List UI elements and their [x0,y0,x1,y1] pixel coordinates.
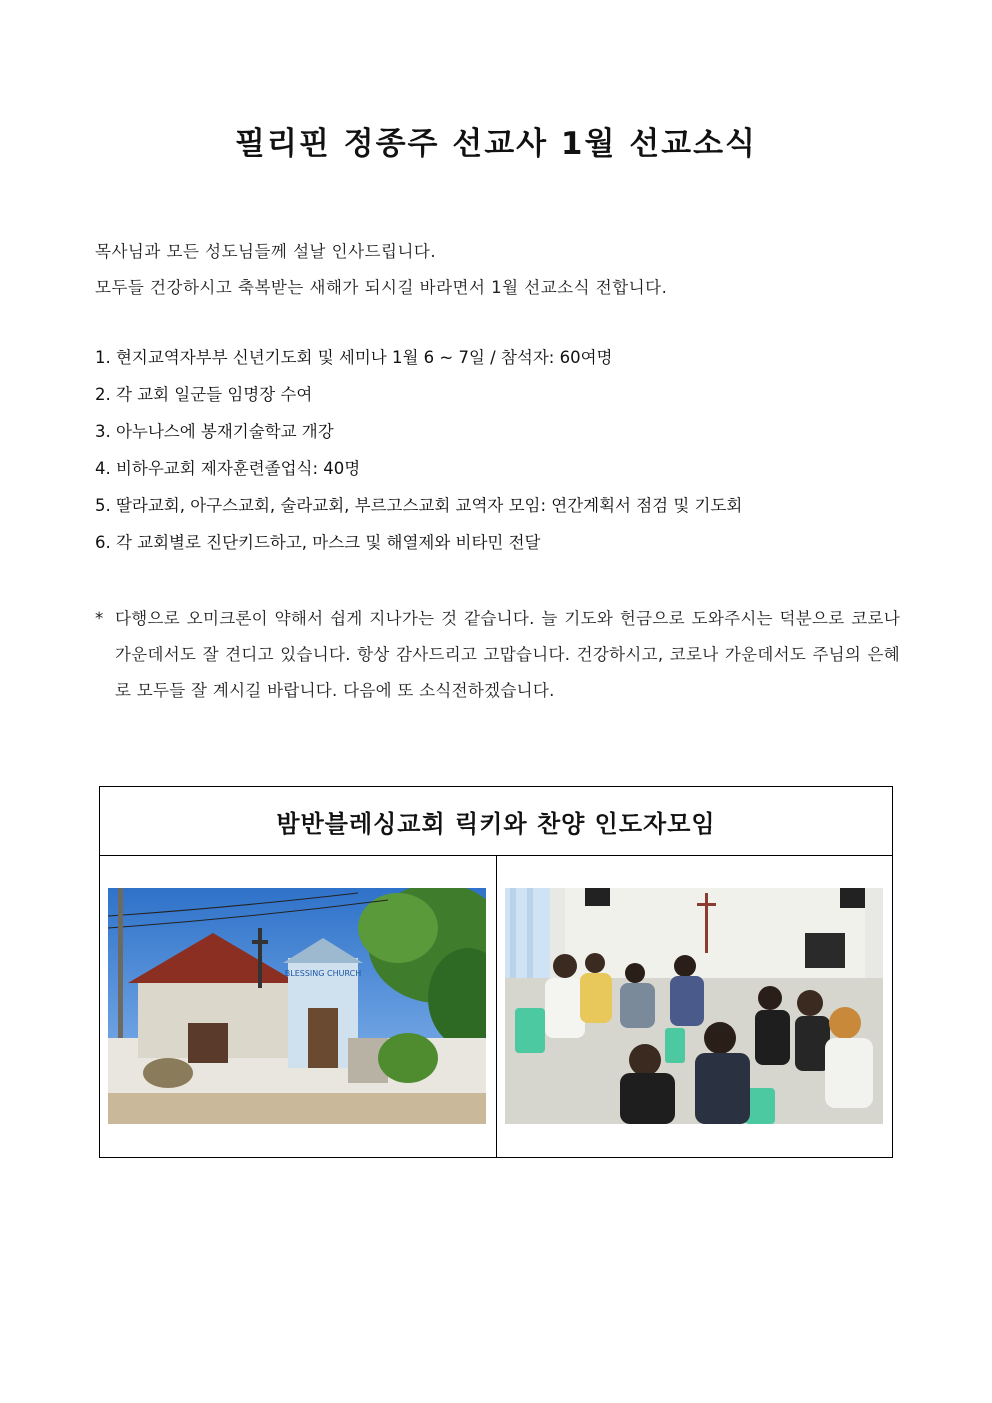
list-item: 6. 각 교회별로 진단키드하고, 마스크 및 해열제와 비타민 전달 [95,533,541,552]
news-list [95,346,742,568]
meeting-photo [505,888,883,1124]
note-marker: * [95,609,104,628]
greeting-line-2: 모두들 건강하시고 축복받는 새해가 되시길 바라면서 1월 선교소식 전합니다. [95,278,668,297]
list-item: 2. 각 교회 일군들 임명장 수여 [95,385,313,404]
list-item: 1. 현지교역자부부 신년기도회 및 세미나 1월 6 ~ 7일 / 참석자: 60여명 [95,348,613,367]
church-sign-text: BLESSING CHURCH [284,969,362,978]
list-item: 4. 비하우교회 제자훈련졸업식: 40명 [95,459,361,478]
note-text: 다행으로 오미크론이 약해서 쉽게 지나가는 것 같습니다. 늘 기도와 헌금으로 도와주시는 덕분으로 코로나 가운데서도 잘 견디고 있습니다. 항상 감사드리고 고맙습니다. 건강하시고, 코로나 가운데서도 주님의 은혜로 모두들 잘 계시길 바랍니다. 다음에 또 소식전하겠습니다. [115,609,901,700]
list-item: 5. 딸라교회, 아구스교회, 술라교회, 부르고스교회 교역자 모임: 연간계획서 점검 및 기도회 [95,496,743,515]
greeting-line-1: 목사님과 모든 성도님들께 설날 인사드립니다. [95,242,437,261]
church-building-photo [108,888,486,1124]
list-item: 3. 아누나스에 봉재기술학교 개강 [95,422,334,441]
page-title: 필리핀 정종주 선교사 1월 선교소식 [235,126,757,162]
closing-note [95,601,900,709]
photo-caption: 밤반블레싱교회 릭키와 찬양 인도자모임 [100,787,893,856]
